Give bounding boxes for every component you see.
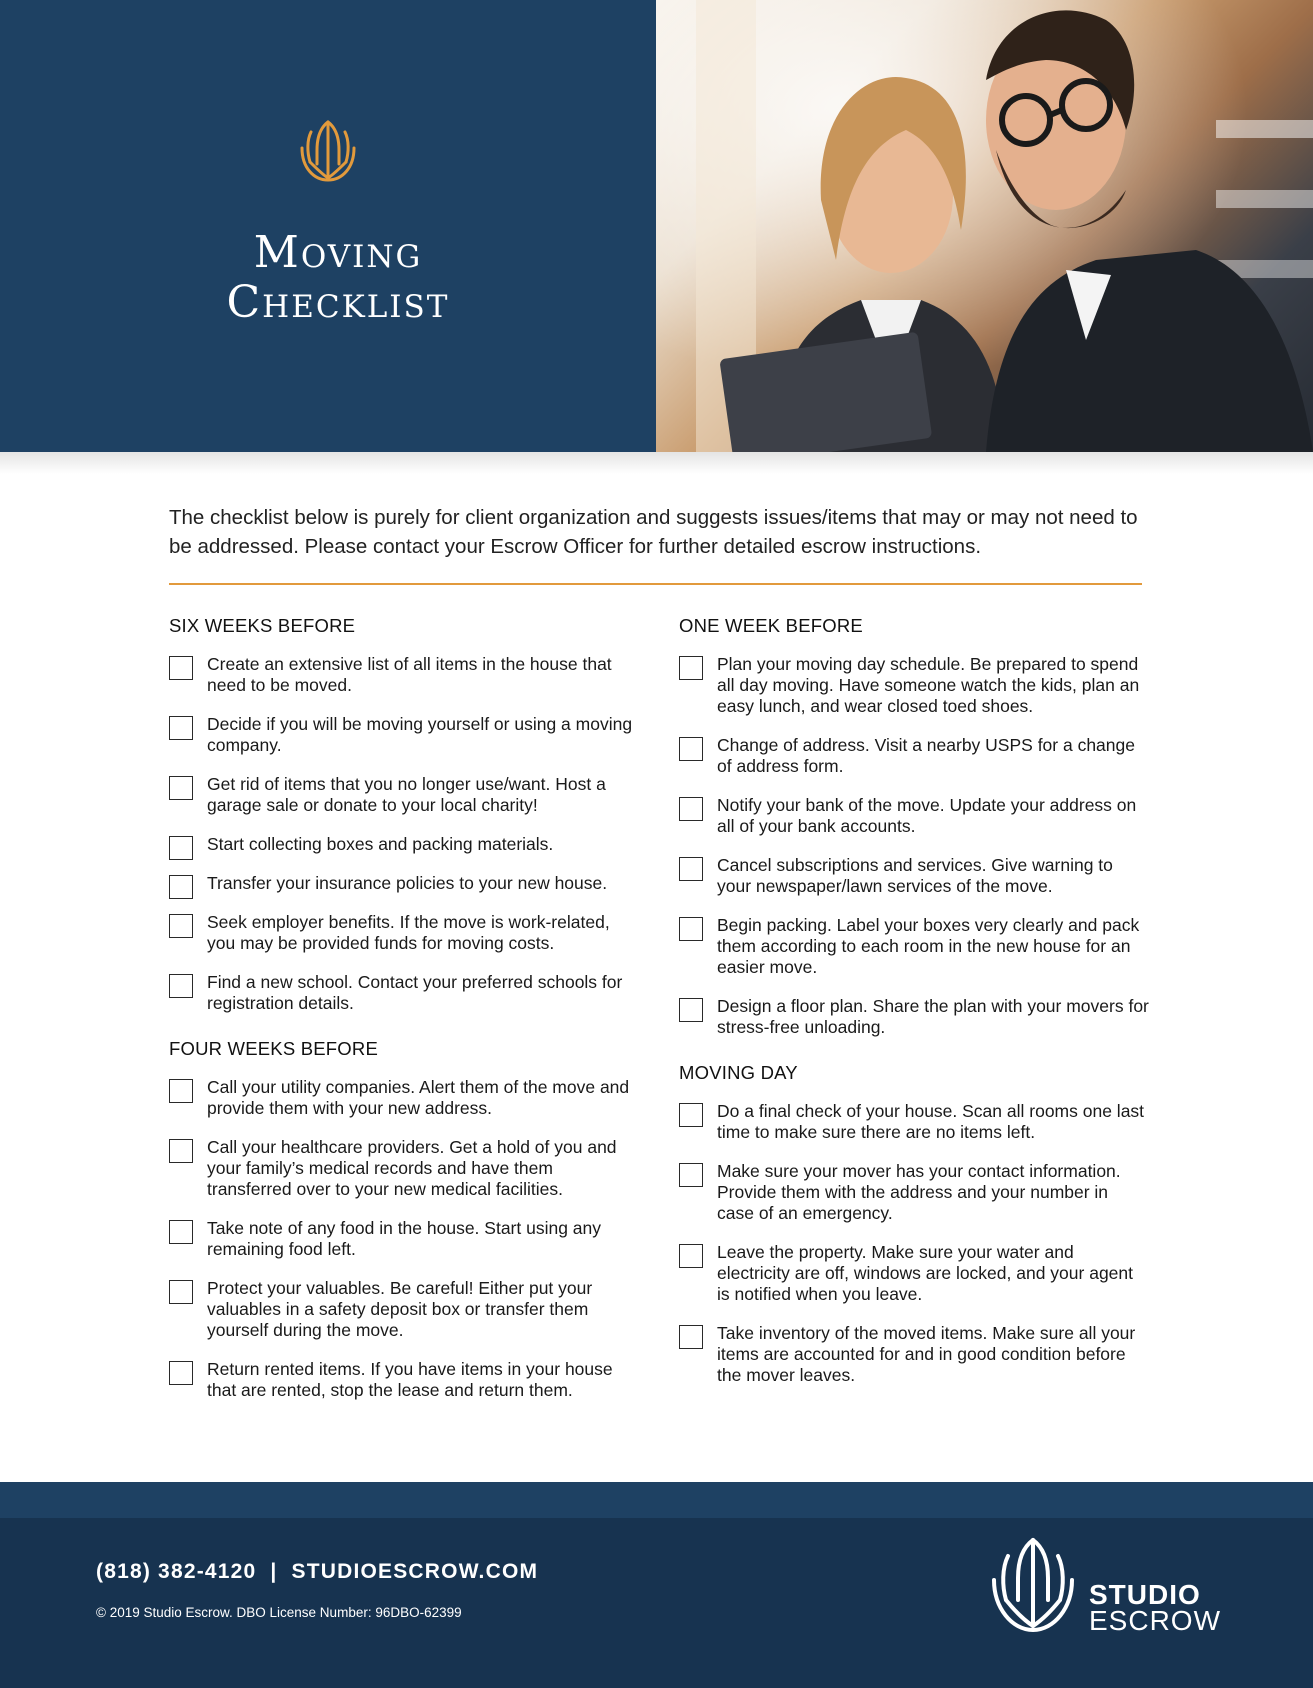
copyright-text: © 2019 Studio Escrow. DBO License Number: 96DBO-62399: [96, 1605, 462, 1620]
item-text: Make sure your mover has your contact information. Provide them with the address and your number in case of an emergency.: [717, 1161, 1121, 1223]
list-item: [169, 1278, 639, 1341]
list-item: [169, 714, 639, 756]
phone-number[interactable]: (818) 382-4120: [96, 1560, 257, 1583]
checkbox[interactable]: [679, 917, 703, 941]
list-item: [169, 774, 639, 816]
checkbox[interactable]: [169, 974, 193, 998]
item-text: Change of address. Visit a nearby USPS for a change of address form.: [717, 735, 1135, 776]
list-item: [169, 873, 639, 894]
list-item: [679, 1101, 1149, 1143]
item-text: Do a final check of your house. Scan all rooms one last time to make sure there are no items left.: [717, 1101, 1145, 1142]
list-item: [679, 915, 1149, 978]
checkbox[interactable]: [679, 737, 703, 761]
checkbox[interactable]: [169, 1280, 193, 1304]
list-item: [679, 654, 1149, 717]
lotus-building-icon: [296, 118, 360, 186]
item-text: Seek employer benefits. If the move is work-related, you may be provided funds for moving costs.: [207, 912, 610, 953]
section-title-four-weeks: FOUR WEEKS BEFORE: [169, 1038, 378, 1059]
checkbox[interactable]: [679, 857, 703, 881]
six-weeks-list: [169, 654, 639, 1014]
checkbox[interactable]: [679, 1325, 703, 1349]
left-column: [169, 612, 639, 1401]
hero-photo: [656, 0, 1313, 452]
four-weeks-list: [169, 1077, 639, 1401]
checkbox[interactable]: [169, 836, 193, 860]
checkbox[interactable]: [679, 1163, 703, 1187]
intro-text: The checklist below is purely for client organization and suggests issues/items that may or may not need to be addressed. Please contact your Escrow Officer for further detailed escrow instructions.: [169, 506, 1138, 558]
checkbox[interactable]: [169, 1079, 193, 1103]
checkbox[interactable]: [169, 875, 193, 899]
item-text: Design a floor plan. Share the plan with your movers for stress-free unloading.: [717, 996, 1149, 1037]
hero-shadow: [0, 452, 1313, 474]
contact-line: [96, 1560, 538, 1584]
moving-day-list: [679, 1101, 1149, 1386]
list-item: [169, 1359, 639, 1401]
divider: [169, 583, 1142, 585]
list-item: [679, 855, 1149, 897]
hero-banner: [0, 0, 1313, 452]
checkbox[interactable]: [169, 656, 193, 680]
item-text: Decide if you will be moving yourself or using a moving company.: [207, 714, 633, 755]
checkbox[interactable]: [679, 656, 703, 680]
list-item: [679, 1161, 1149, 1224]
checkbox[interactable]: [169, 1220, 193, 1244]
checkbox[interactable]: [169, 776, 193, 800]
list-item: [169, 912, 639, 954]
item-text: Take inventory of the moved items. Make sure all your items are accounted for and in good condition before the mover leaves.: [717, 1323, 1136, 1385]
list-item: [679, 795, 1149, 837]
list-item: [679, 1323, 1149, 1386]
section-title-moving-day: MOVING DAY: [679, 1062, 798, 1083]
item-text: Call your healthcare providers. Get a hold of you and your family’s medical records and have them transferred over to your new medical facilities.: [207, 1137, 617, 1199]
item-text: Transfer your insurance policies to your new house.: [207, 873, 608, 893]
checkbox[interactable]: [679, 1103, 703, 1127]
item-text: Get rid of items that you no longer use/want. Host a garage sale or donate to your local charity!: [207, 774, 606, 815]
checkbox[interactable]: [679, 1244, 703, 1268]
checkbox[interactable]: [169, 1361, 193, 1385]
couple-photo-illustration: [656, 0, 1313, 452]
title-line-1: Moving: [253, 227, 423, 278]
item-text: Leave the property. Make sure your water and electricity are off, windows are locked, and your agent is notified when you leave.: [717, 1242, 1134, 1304]
page-title: [0, 228, 676, 328]
item-text: Plan your moving day schedule. Be prepared to spend all day moving. Have someone watch the kids, plan an easy lunch, and wear closed toed shoes.: [717, 654, 1140, 716]
item-text: Start collecting boxes and packing materials.: [207, 834, 554, 854]
footer-band: [0, 1482, 1313, 1518]
item-text: Cancel subscriptions and services. Give warning to your newspaper/lawn services of the move.: [717, 855, 1113, 896]
section-title-one-week: ONE WEEK BEFORE: [679, 615, 863, 636]
list-item: [169, 834, 639, 855]
list-item: [679, 735, 1149, 777]
list-item: [679, 1242, 1149, 1305]
item-text: Take note of any food in the house. Start using any remaining food left.: [207, 1218, 602, 1259]
item-text: Call your utility companies. Alert them of the move and provide them with your new address.: [207, 1077, 630, 1118]
list-item: [169, 1137, 639, 1200]
item-text: Find a new school. Contact your preferred schools for registration details.: [207, 972, 623, 1013]
brand-line-1: STUDIO: [1089, 1579, 1201, 1610]
brand-logo: [988, 1536, 1228, 1636]
item-text: Notify your bank of the move. Update your address on all of your bank accounts.: [717, 795, 1137, 836]
contact-separator: |: [270, 1560, 278, 1583]
right-column: [679, 612, 1149, 1386]
checkbox[interactable]: [679, 998, 703, 1022]
checkbox[interactable]: [679, 797, 703, 821]
hero-title-panel: [0, 0, 656, 452]
list-item: [169, 1077, 639, 1119]
list-item: [169, 972, 639, 1014]
item-text: Return rented items. If you have items in your house that are rented, stop the lease and return them.: [207, 1359, 613, 1400]
studio-escrow-logo-icon: [988, 1536, 1078, 1636]
list-item: [679, 996, 1149, 1038]
checkbox[interactable]: [169, 1139, 193, 1163]
footer: [0, 1518, 1313, 1688]
brand-line-2: ESCROW: [1089, 1605, 1221, 1636]
item-text: Begin packing. Label your boxes very clearly and pack them according to each room in the new house for an easier move.: [717, 915, 1140, 977]
list-item: [169, 1218, 639, 1260]
brand-wordmark: [1089, 1579, 1221, 1636]
list-item: [169, 654, 639, 696]
item-text: Protect your valuables. Be careful! Either put your valuables in a safety deposit box or transfer them yourself during the move.: [207, 1278, 593, 1340]
section-title-six-weeks: SIX WEEKS BEFORE: [169, 615, 356, 636]
checkbox[interactable]: [169, 914, 193, 938]
website-link[interactable]: STUDIOESCROW.COM: [291, 1560, 539, 1583]
checkbox[interactable]: [169, 716, 193, 740]
item-text: Create an extensive list of all items in the house that need to be moved.: [207, 654, 612, 695]
one-week-list: [679, 654, 1149, 1038]
title-line-2: Checklist: [226, 277, 450, 328]
